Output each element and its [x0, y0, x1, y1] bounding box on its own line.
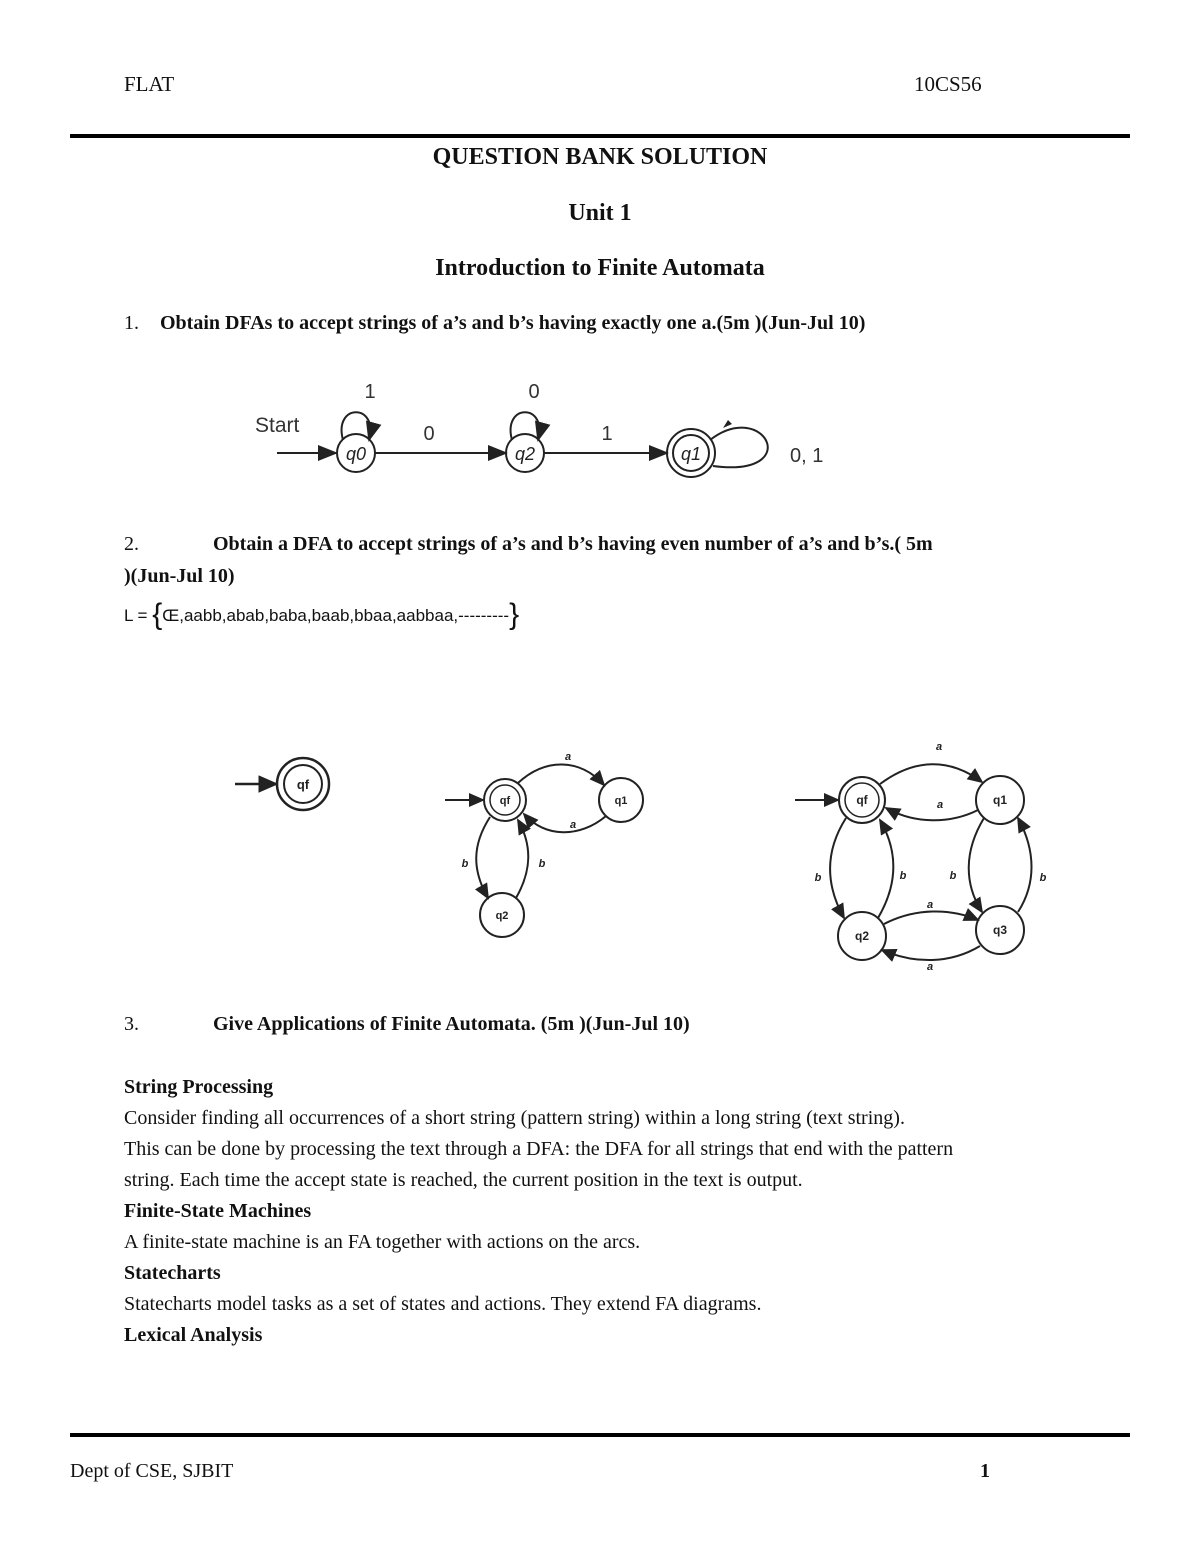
state-qf-label: qf — [499, 795, 511, 807]
edge-qf-q1 — [518, 764, 604, 785]
language-items: Œ,aabb,abab,baba,baab,bbaa,aabbaa,--------- — [162, 606, 510, 625]
chapter-title: Introduction to Finite Automata — [435, 255, 765, 281]
edge-q1-qf — [886, 808, 978, 820]
state-q1-label: q1 — [614, 795, 628, 807]
section-text: A finite-state machine is an FA together with actions on the arcs. — [124, 1231, 641, 1253]
edge-qf-q1-label: a — [564, 751, 572, 763]
start-label: Start — [255, 414, 300, 437]
edge-q2-q1-label: 1 — [601, 423, 613, 445]
edge-q1-q3-label: b — [949, 870, 957, 882]
loop-q1-label: 0, 1 — [790, 445, 824, 467]
page-title: QUESTION BANK SOLUTION — [432, 144, 768, 170]
edge-q2-qf — [516, 820, 528, 898]
state-q3-label: q3 — [992, 923, 1008, 937]
q2-text-line1: Obtain a DFA to accept strings of a’s and b’s having even number of a’s and b’s.( 5m — [213, 533, 933, 555]
state-qf-label: qf — [856, 793, 868, 807]
q1-number: 1. — [124, 312, 139, 334]
page-number: 1 — [980, 1460, 990, 1482]
loop-q0-label: 1 — [364, 381, 376, 403]
edge-qf-q2 — [830, 818, 846, 918]
q1-dfa-diagram — [205, 358, 860, 498]
language-open-brace: { — [152, 598, 163, 631]
edge-qf-q1-label: a — [935, 741, 943, 753]
edge-q2-qf — [878, 820, 893, 918]
state-q0-label: q0 — [345, 444, 367, 464]
state-q2-label: q2 — [854, 929, 870, 943]
q3-number: 3. — [124, 1013, 139, 1035]
section-title-finite-state-machines: Finite-State Machines — [124, 1200, 312, 1222]
footer-department: Dept of CSE, SJBIT — [70, 1460, 234, 1482]
q2-dfa-diagram-3 — [790, 736, 1060, 976]
section-title-statecharts: Statecharts — [124, 1262, 221, 1284]
loop-q1-arrowhead — [723, 420, 732, 428]
q2-dfa-diagram-2 — [440, 740, 660, 950]
language-prefix: L = — [124, 606, 153, 625]
edge-q0-q2-label: 0 — [423, 423, 435, 445]
edge-q1-qf — [524, 814, 606, 832]
footer-rule — [70, 1433, 1130, 1437]
edge-q3-q1-label: b — [1039, 872, 1047, 884]
edge-qf-q2-label: b — [814, 872, 822, 884]
section-title-string-processing: String Processing — [124, 1076, 274, 1098]
state-q2-label: q2 — [514, 444, 536, 464]
q3-answer — [124, 1072, 1124, 1351]
edge-q1-qf-label: a — [936, 799, 944, 811]
q3-text: Give Applications of Finite Automata. (5m )(Jun-Jul 10) — [213, 1013, 690, 1035]
unit-title: Unit 1 — [568, 200, 632, 226]
q2-text-line2: )(Jun-Jul 10) — [124, 565, 235, 587]
state-qf-label: qf — [296, 777, 310, 792]
state-q2-label: q2 — [495, 910, 509, 922]
header-course: FLAT — [124, 72, 175, 96]
edge-q1-qf-label: a — [569, 819, 577, 831]
section-title-lexical-analysis: Lexical Analysis — [124, 1324, 263, 1346]
edge-q3-q2-label: a — [926, 961, 934, 973]
edge-q3-q1 — [1018, 818, 1032, 912]
edge-q3-q2 — [882, 946, 980, 960]
state-q1-label: q1 — [992, 793, 1008, 807]
edge-qf-q2-label: b — [461, 858, 469, 870]
q2-language-set — [124, 598, 519, 632]
state-q1-label: q1 — [680, 444, 702, 464]
edge-q2-qf-label: b — [538, 858, 546, 870]
section-text: Consider finding all occurrences of a short string (pattern string) within a long string (text string). — [124, 1107, 905, 1129]
loop-q2-label: 0 — [528, 381, 540, 403]
q1-text: Obtain DFAs to accept strings of a’s and b’s having exactly one a.(5m )(Jun-Jul 10) — [160, 312, 866, 334]
edge-q2-qf-label: b — [899, 870, 907, 882]
q2-number: 2. — [124, 533, 139, 555]
edge-qf-q2 — [476, 817, 490, 898]
header-rule — [70, 134, 1130, 138]
section-text: This can be done by processing the text through a DFA: the DFA for all strings that end with the pattern — [124, 1138, 954, 1160]
edge-q1-q3 — [969, 818, 984, 912]
edge-q2-q3-label: a — [926, 899, 934, 911]
section-text: string. Each time the accept state is reached, the current position in the text is output. — [124, 1169, 803, 1191]
edge-qf-q1 — [880, 764, 982, 784]
edge-q2-q3 — [884, 911, 978, 924]
language-close-brace: } — [509, 598, 520, 631]
header-code: 10CS56 — [914, 72, 982, 96]
section-text: Statecharts model tasks as a set of states and actions. They extend FA diagrams. — [124, 1293, 762, 1315]
q2-dfa-diagram-1 — [230, 752, 340, 822]
loop-q1 — [710, 428, 768, 468]
